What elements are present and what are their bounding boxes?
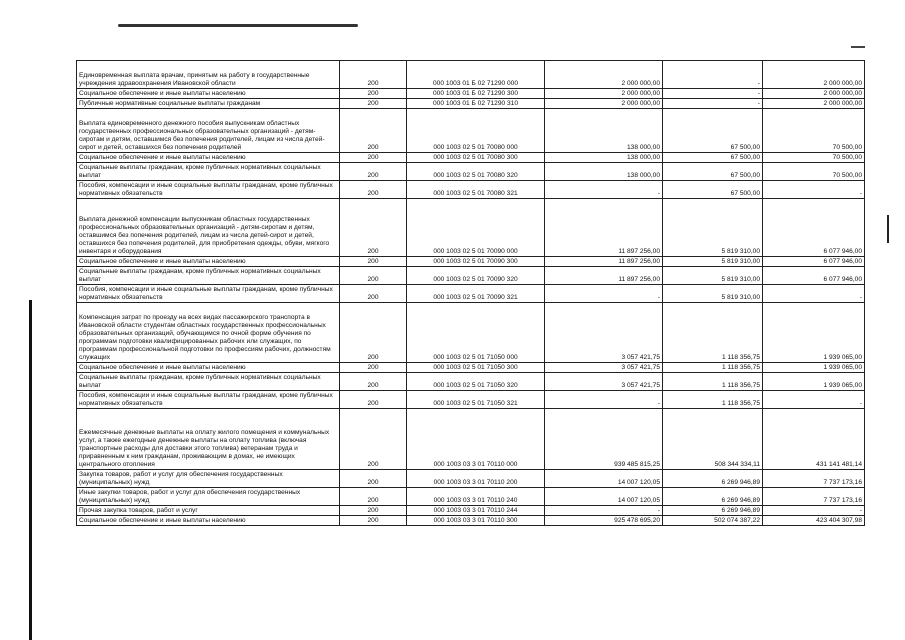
row-approved-amount: -	[545, 391, 663, 409]
row-budget-code: 000 1003 03 3 01 70110 200	[407, 470, 545, 488]
row-description: Пособия, компенсации и иные социальные выплаты гражданам, кроме публичных нормативных обязательств	[77, 285, 340, 303]
row-approved-amount: 925 478 695,20	[545, 516, 663, 526]
row-description: Социальное обеспечение и иные выплаты населению	[77, 89, 340, 99]
row-admin-code: 200	[340, 285, 407, 303]
row-unexecuted-amount: 70 500,00	[763, 109, 865, 153]
row-budget-code: 000 1003 02 5 01 70080 000	[407, 109, 545, 153]
row-admin-code: 200	[340, 267, 407, 285]
row-approved-amount: 939 485 815,25	[545, 409, 663, 470]
row-approved-amount: 11 897 256,00	[545, 199, 663, 257]
row-budget-code: 000 1003 03 3 01 70110 244	[407, 506, 545, 516]
row-approved-amount: 14 007 120,05	[545, 470, 663, 488]
row-executed-amount: 5 819 310,00	[663, 285, 763, 303]
row-executed-amount: 5 819 310,00	[663, 257, 763, 267]
scan-artifact-right-mark	[851, 46, 865, 48]
row-budget-code: 000 1003 02 5 01 70090 000	[407, 199, 545, 257]
row-description: Социальное обеспечение и иные выплаты населению	[77, 257, 340, 267]
row-unexecuted-amount: 1 939 065,00	[763, 303, 865, 363]
row-budget-code: 000 1003 01 Б 02 71290 310	[407, 99, 545, 109]
row-approved-amount: 11 897 256,00	[545, 267, 663, 285]
row-executed-amount: 6 269 946,89	[663, 506, 763, 516]
row-budget-code: 000 1003 02 5 01 70090 300	[407, 257, 545, 267]
row-approved-amount: 2 000 000,00	[545, 61, 663, 89]
row-budget-code: 000 1003 02 5 01 70080 300	[407, 153, 545, 163]
row-budget-code: 000 1003 03 3 01 70110 240	[407, 488, 545, 506]
row-approved-amount: 138 000,00	[545, 153, 663, 163]
row-budget-code: 000 1003 01 Б 02 71290 000	[407, 61, 545, 89]
row-unexecuted-amount: 1 939 065,00	[763, 363, 865, 373]
row-admin-code: 200	[340, 516, 407, 526]
row-description: Социальное обеспечение и иные выплаты населению	[77, 516, 340, 526]
row-approved-amount: -	[545, 285, 663, 303]
table-row	[77, 257, 865, 267]
row-approved-amount: 138 000,00	[545, 163, 663, 181]
row-unexecuted-amount: 70 500,00	[763, 163, 865, 181]
row-admin-code: 200	[340, 109, 407, 153]
row-description: Прочая закупка товаров, работ и услуг	[77, 506, 340, 516]
row-executed-amount: 67 500,00	[663, 153, 763, 163]
row-unexecuted-amount: -	[763, 285, 865, 303]
scan-artifact-top-line	[118, 24, 358, 27]
row-admin-code: 200	[340, 391, 407, 409]
table-row	[77, 470, 865, 488]
row-executed-amount: 5 819 310,00	[663, 199, 763, 257]
row-description: Пособия, компенсации и иные социальные выплаты гражданам, кроме публичных нормативных обязательств	[77, 181, 340, 199]
row-budget-code: 000 1003 03 3 01 70110 300	[407, 516, 545, 526]
table-row	[77, 285, 865, 303]
row-budget-code: 000 1003 02 5 01 71050 320	[407, 373, 545, 391]
row-approved-amount: 3 057 421,75	[545, 373, 663, 391]
row-admin-code: 200	[340, 153, 407, 163]
row-executed-amount: 6 269 946,89	[663, 488, 763, 506]
row-description: Социальные выплаты гражданам, кроме публичных нормативных социальных выплат	[77, 373, 340, 391]
row-unexecuted-amount: 2 000 000,00	[763, 99, 865, 109]
row-executed-amount: 1 118 356,75	[663, 373, 763, 391]
table-row	[77, 373, 865, 391]
row-budget-code: 000 1003 02 5 01 71050 000	[407, 303, 545, 363]
row-unexecuted-amount: -	[763, 391, 865, 409]
row-executed-amount: 1 118 356,75	[663, 303, 763, 363]
row-description: Социальные выплаты гражданам, кроме публичных нормативных социальных выплат	[77, 163, 340, 181]
row-description: Пособия, компенсации и иные социальные выплаты гражданам, кроме публичных нормативных обязательств	[77, 391, 340, 409]
row-description: Иные закупки товаров, работ и услуг для обеспечения государственных (муниципальных) нужд	[77, 488, 340, 506]
row-unexecuted-amount: 6 077 946,00	[763, 257, 865, 267]
scan-artifact-left-bar	[29, 300, 32, 640]
row-unexecuted-amount: 70 500,00	[763, 153, 865, 163]
row-unexecuted-amount: 431 141 481,14	[763, 409, 865, 470]
row-approved-amount: 11 897 256,00	[545, 257, 663, 267]
row-unexecuted-amount: 2 000 000,00	[763, 61, 865, 89]
row-approved-amount: -	[545, 181, 663, 199]
row-admin-code: 200	[340, 181, 407, 199]
row-executed-amount: 502 074 387,22	[663, 516, 763, 526]
table-row	[77, 61, 865, 89]
row-executed-amount: -	[663, 89, 763, 99]
row-admin-code: 200	[340, 303, 407, 363]
row-admin-code: 200	[340, 89, 407, 99]
row-admin-code: 200	[340, 363, 407, 373]
table-row	[77, 267, 865, 285]
row-budget-code: 000 1003 02 5 01 70090 320	[407, 267, 545, 285]
table-row	[77, 391, 865, 409]
row-admin-code: 200	[340, 409, 407, 470]
row-admin-code: 200	[340, 488, 407, 506]
row-executed-amount: 1 118 356,75	[663, 363, 763, 373]
row-budget-code: 000 1003 02 5 01 70090 321	[407, 285, 545, 303]
row-executed-amount: -	[663, 61, 763, 89]
row-executed-amount: 5 819 310,00	[663, 267, 763, 285]
row-description: Закупка товаров, работ и услуг для обеспечения государственных (муниципальных) нужд	[77, 470, 340, 488]
row-approved-amount: 3 057 421,75	[545, 303, 663, 363]
table-row	[77, 516, 865, 526]
row-approved-amount: -	[545, 506, 663, 516]
row-unexecuted-amount: 1 939 065,00	[763, 373, 865, 391]
row-description: Выплата единовременного денежного пособия выпускникам областных государственных профессиональных образовательных организаций - детям-сиротам и детям, оставшимся без попечения родителей, лицам из числа детей-сирот и детей, оставшихся без попечения родителей	[77, 109, 340, 153]
row-admin-code: 200	[340, 61, 407, 89]
row-description: Социальное обеспечение и иные выплаты населению	[77, 153, 340, 163]
table-row	[77, 153, 865, 163]
table-row	[77, 89, 865, 99]
row-approved-amount: 2 000 000,00	[545, 89, 663, 99]
row-budget-code: 000 1003 01 Б 02 71290 300	[407, 89, 545, 99]
row-description: Социальное обеспечение и иные выплаты населению	[77, 363, 340, 373]
row-unexecuted-amount: 2 000 000,00	[763, 89, 865, 99]
row-budget-code: 000 1003 02 5 01 71050 300	[407, 363, 545, 373]
row-unexecuted-amount: -	[763, 506, 865, 516]
row-unexecuted-amount: 6 077 946,00	[763, 199, 865, 257]
row-description: Публичные нормативные социальные выплаты гражданам	[77, 99, 340, 109]
row-executed-amount: -	[663, 99, 763, 109]
table-row	[77, 181, 865, 199]
row-unexecuted-amount: 7 737 173,16	[763, 488, 865, 506]
row-budget-code: 000 1003 02 5 01 70080 321	[407, 181, 545, 199]
row-admin-code: 200	[340, 373, 407, 391]
row-admin-code: 200	[340, 199, 407, 257]
row-unexecuted-amount: 6 077 946,00	[763, 267, 865, 285]
row-approved-amount: 138 000,00	[545, 109, 663, 153]
row-admin-code: 200	[340, 99, 407, 109]
row-description: Компенсация затрат по проезду на всех видах пассажирского транспорта в Ивановской области студентам областных государственных профессиональных образовательных организаций, обучающимся по очной форме обучения по программам подготовки квалифицированных рабочих или служащих, по программам профессиональной подготовки по профессиям рабочих, должностям служащих	[77, 303, 340, 363]
row-approved-amount: 14 007 120,05	[545, 488, 663, 506]
row-admin-code: 200	[340, 163, 407, 181]
row-budget-code: 000 1003 03 3 01 70110 000	[407, 409, 545, 470]
row-executed-amount: 508 344 334,11	[663, 409, 763, 470]
table-row	[77, 409, 865, 470]
row-admin-code: 200	[340, 470, 407, 488]
row-budget-code: 000 1003 02 5 01 70080 320	[407, 163, 545, 181]
table-row	[77, 199, 865, 257]
table-row	[77, 303, 865, 363]
row-description: Ежемесячные денежные выплаты на оплату жилого помещения и коммунальных услуг, а также ежегодные денежные выплаты на оплату топлива (включая транспортные расходы для доставки этого топлива) ветеранам труда и приравненным к ним гражданам, проживающим в домах, не имеющих центрального отопления	[77, 409, 340, 470]
table-row	[77, 506, 865, 516]
row-unexecuted-amount: 423 404 307,98	[763, 516, 865, 526]
row-description: Единовременная выплата врачам, принятым на работу в государственные учреждения здравоохранения Ивановской области	[77, 61, 340, 89]
budget-execution-table	[76, 60, 865, 526]
row-executed-amount: 67 500,00	[663, 109, 763, 153]
row-executed-amount: 1 118 356,75	[663, 391, 763, 409]
row-admin-code: 200	[340, 506, 407, 516]
row-approved-amount: 2 000 000,00	[545, 99, 663, 109]
row-description: Выплата денежной компенсации выпускникам областных государственных профессиональных образовательных организаций - детям-сиротам и детям, оставшимся без попечения родителей, лицам из числа детей-сирот и детей, оставшихся без попечения родителей, для приобретения одежды, обуви, мягкого инвентаря и оборудования	[77, 199, 340, 257]
table-row	[77, 363, 865, 373]
table-row	[77, 99, 865, 109]
row-budget-code: 000 1003 02 5 01 71050 321	[407, 391, 545, 409]
row-executed-amount: 67 500,00	[663, 163, 763, 181]
row-approved-amount: 3 057 421,75	[545, 363, 663, 373]
table-row	[77, 488, 865, 506]
row-executed-amount: 6 269 946,89	[663, 470, 763, 488]
scan-artifact-right-bar	[887, 215, 889, 243]
table-row	[77, 163, 865, 181]
row-unexecuted-amount: 7 737 173,16	[763, 470, 865, 488]
row-admin-code: 200	[340, 257, 407, 267]
table-row	[77, 109, 865, 153]
row-description: Социальные выплаты гражданам, кроме публичных нормативных социальных выплат	[77, 267, 340, 285]
row-executed-amount: 67 500,00	[663, 181, 763, 199]
row-unexecuted-amount: -	[763, 181, 865, 199]
